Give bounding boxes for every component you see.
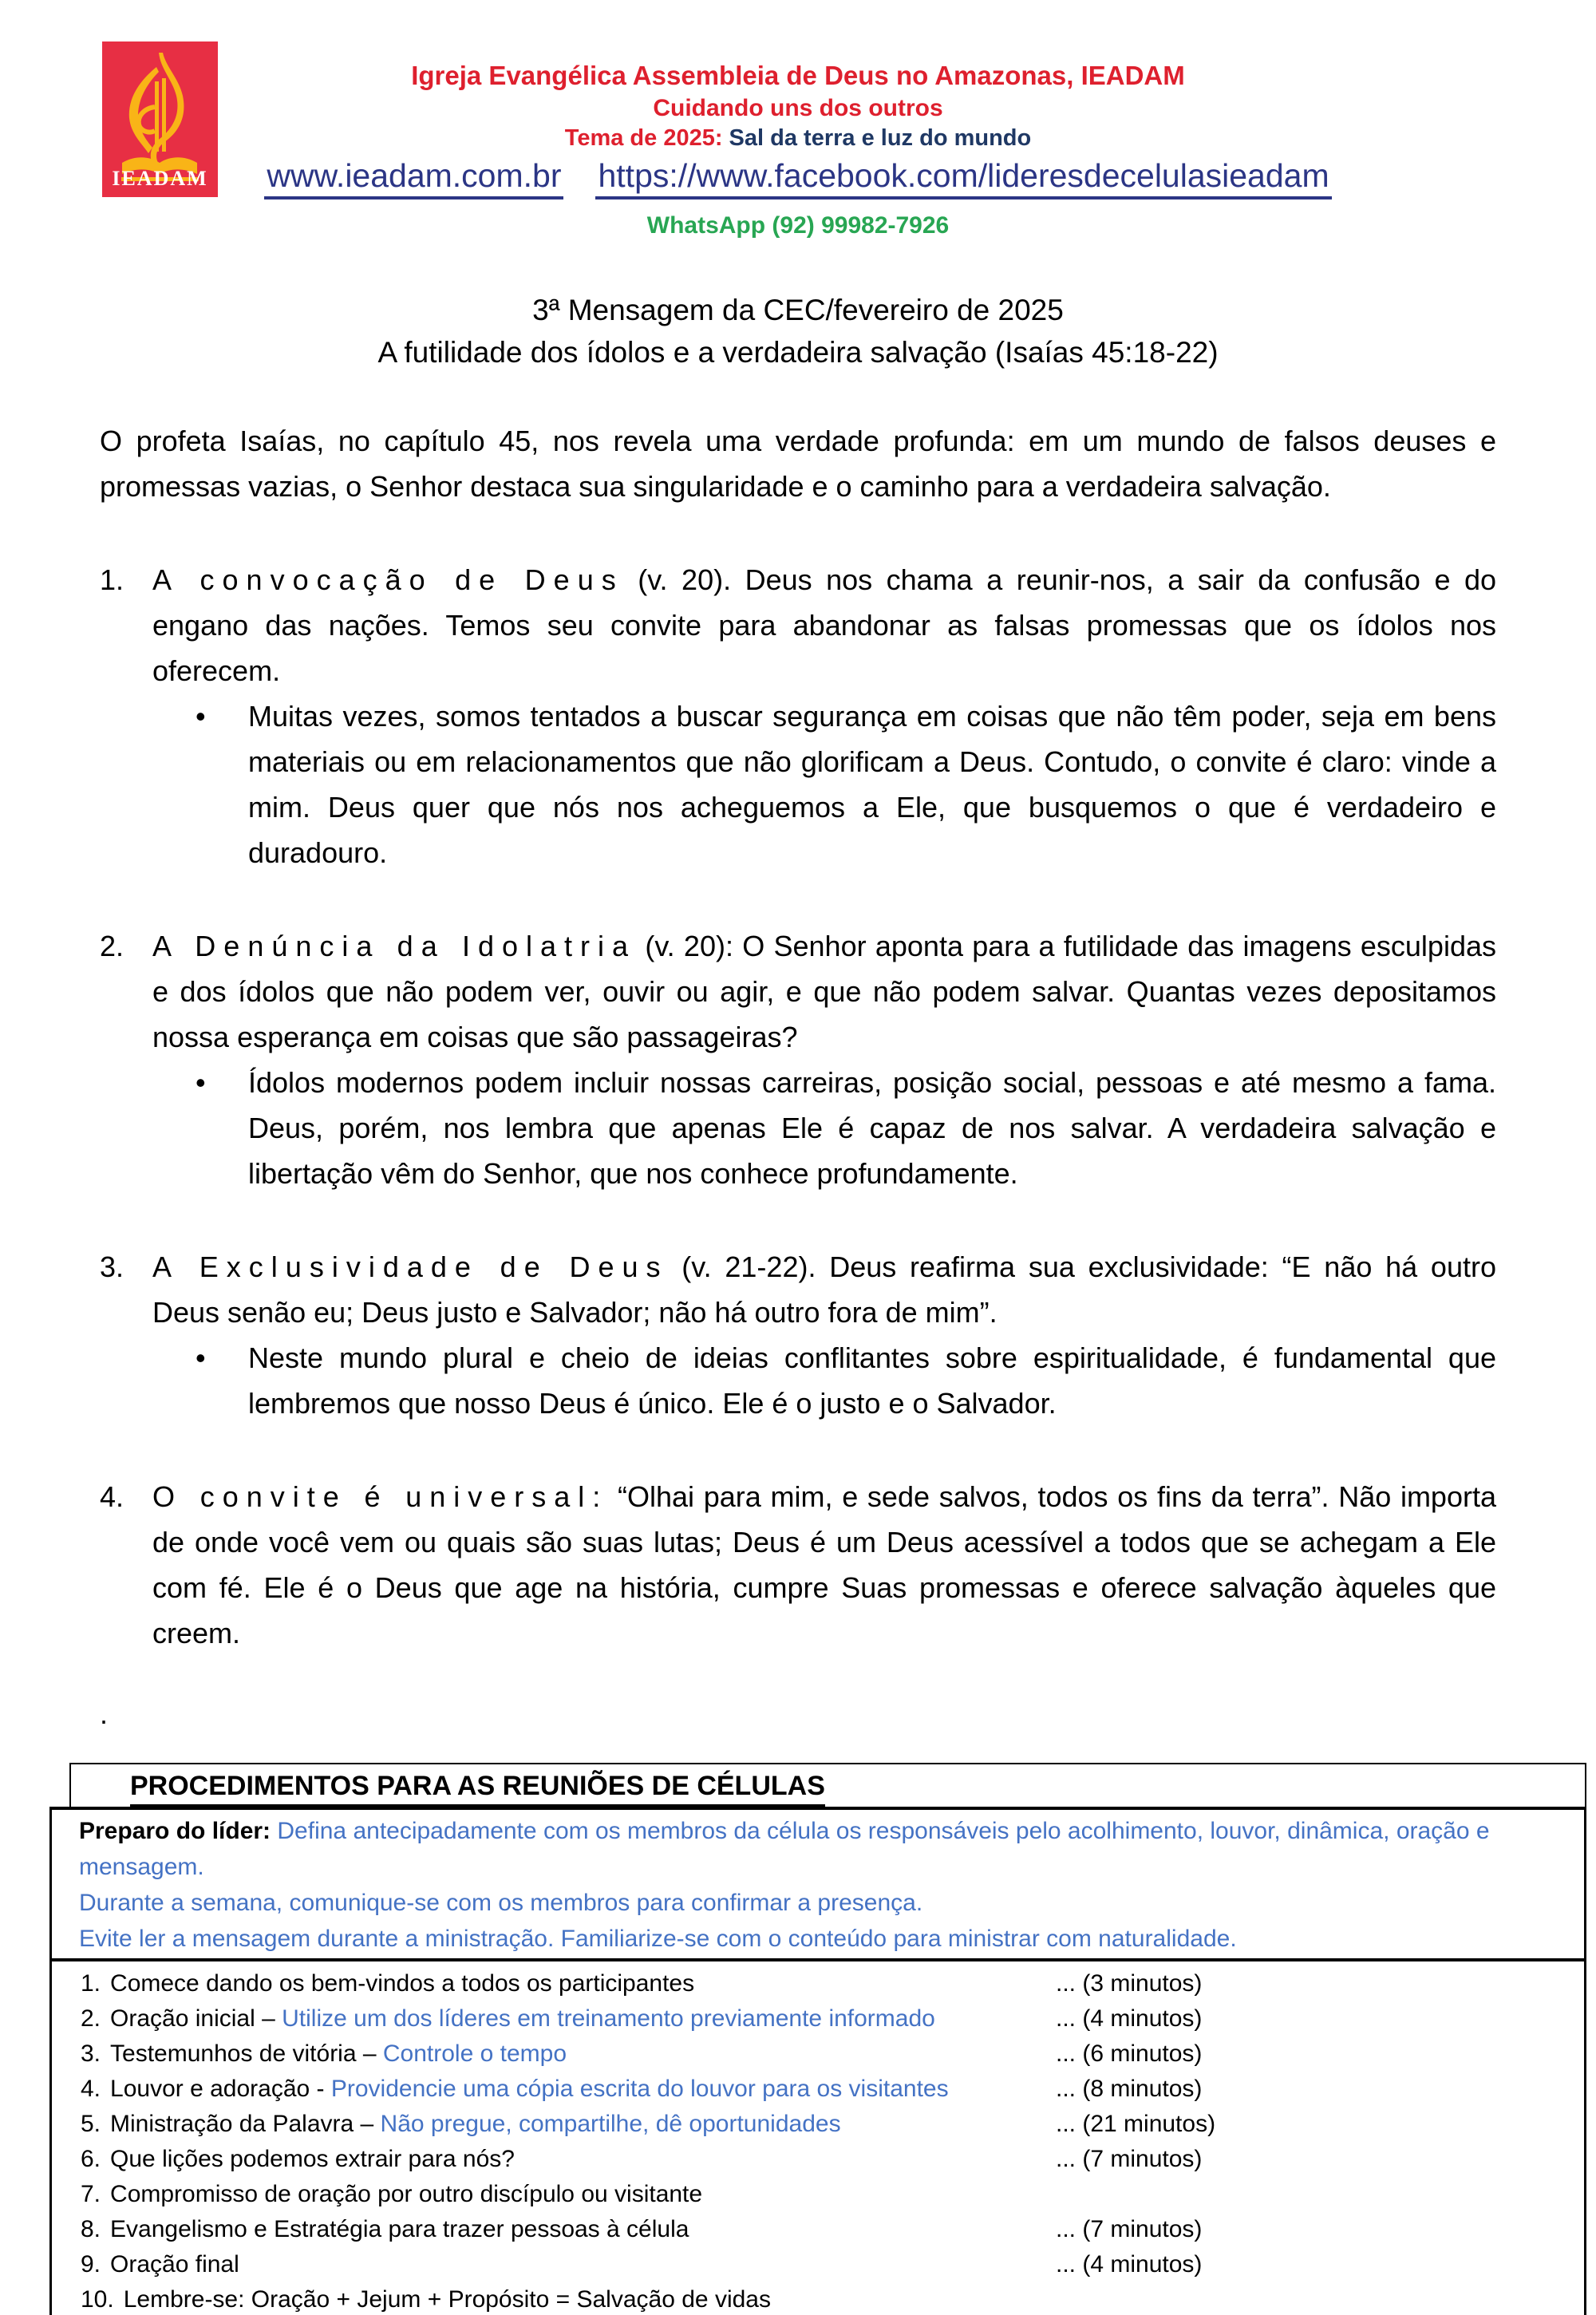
message-title [0, 289, 1596, 373]
point-bullets [100, 1060, 1496, 1196]
procedure-time: ... (8 minutos) [1056, 2076, 1203, 2102]
procedure-number: 8. [81, 2216, 101, 2242]
procedure-number: 9. [81, 2251, 101, 2277]
procedure-item [81, 1966, 1568, 2001]
point-bullets [100, 693, 1496, 875]
procedure-item [81, 2282, 1568, 2315]
procedure-item [81, 2036, 1568, 2072]
point-number: 3. [100, 1250, 124, 1283]
procedure-item [81, 2001, 1568, 2036]
church-name: Igreja Evangélica Assembleia de Deus no Amazonas, IEADAM [411, 61, 1185, 90]
point-heading: O convite é universal: [152, 1480, 609, 1513]
bullet-item [196, 693, 1496, 875]
point-number: 1. [100, 563, 124, 596]
message-title-line2: A futilidade dos ídolos e a verdadeira salvação (Isaías 45:18-22) [377, 336, 1219, 369]
procedure-item [81, 2107, 1568, 2142]
prep-label: Preparo do líder: [79, 1818, 278, 1844]
bullet-icon: • [196, 700, 206, 733]
procedure-number: 4. [81, 2076, 101, 2102]
message-point [100, 1474, 1496, 1656]
point-rest: “Olhai para mim, e sede salvos, todos os fins da terra”. Não importa de onde você vem ou quais são suas lutas; Deus é um Deus acessível a todos que se achegam a Ele com fé. Ele é o Deus que age na história, cumpre Suas promessas e oferece salvação àqueles que creem. [152, 1480, 1496, 1649]
church-motto: Cuidando uns dos outros [653, 95, 943, 121]
stray-period: . [100, 1697, 109, 1730]
procedure-time: ... (4 minutos) [1056, 2251, 1203, 2277]
procedure-number: 10. [81, 2286, 114, 2313]
procedure-text-blue: Não pregue, compartilhe, dê oportunidades [380, 2111, 841, 2137]
prep-text: Defina antecipadamente com os membros da célula os responsáveis pelo acolhimento, louvor, dinâmica, oração e mensagem. [79, 1818, 1490, 1880]
procedure-text-black: Louvor e adoração - [110, 2076, 331, 2102]
procedure-text-blue: Controle o tempo [382, 2040, 567, 2067]
ieadam-logo [102, 41, 218, 197]
theme-value: Sal da terra e luz do mundo [722, 125, 1032, 151]
procedures-header [69, 1763, 1586, 1807]
facebook-link[interactable]: https://www.facebook.com/lideresdecelulasieadam [595, 160, 1331, 200]
intro-paragraph: O profeta Isaías, no capítulo 45, nos revela uma verdade profunda: em um mundo de falsos deuses e promessas vazias, o Senhor destaca sua singularidade e o caminho para a verdadeira salvação. [100, 425, 1496, 503]
logo-wordmark: IEADAM [112, 167, 208, 190]
procedure-item [81, 2177, 1568, 2212]
procedure-number: 3. [81, 2040, 101, 2067]
bullet-item [196, 1060, 1496, 1196]
procedure-text-black: Que lições podemos extrair para nós? [110, 2146, 515, 2172]
point-text [152, 923, 1496, 1060]
procedure-time: ... (6 minutos) [1056, 2040, 1203, 2067]
procedure-number: 7. [81, 2181, 101, 2207]
point-heading: A Exclusividade de Deus [152, 1250, 669, 1283]
procedure-text-black: Oração inicial – [110, 2005, 282, 2032]
procedure-text-blue: Utilize um dos líderes em treinamento previamente informado [282, 2005, 935, 2032]
point-number: 2. [100, 930, 124, 962]
message-body [0, 418, 1596, 1734]
procedure-text-blue: Providencie uma cópia escrita do louvor para os visitantes [330, 2076, 949, 2102]
procedure-time: ... (21 minutos) [1056, 2111, 1216, 2137]
point-text [152, 1474, 1496, 1656]
procedures-title: PROCEDIMENTOS PARA AS REUNIÕES DE CÉLULAS [130, 1771, 825, 1807]
procedure-text-black: Evangelismo e Estratégia para trazer pessoas à célula [110, 2216, 689, 2242]
point-number: 4. [100, 1480, 124, 1513]
leader-prep-line [79, 1885, 1560, 1921]
procedure-number: 2. [81, 2005, 101, 2032]
point-text [152, 557, 1496, 693]
bullet-icon: • [196, 1066, 206, 1099]
procedure-number: 1. [81, 1970, 101, 1997]
procedure-time: ... (3 minutos) [1056, 1970, 1203, 1997]
whatsapp-number: WhatsApp (92) 99982-7926 [646, 212, 950, 239]
procedure-time: ... (7 minutos) [1056, 2216, 1203, 2242]
point-rest: (v. 20): O Senhor aponta para a futilidade das imagens esculpidas e dos ídolos que não podem ver, ouvir ou agir, e que não podem salvar. Quantas vezes depositamos nossa esperança em coisas que são passageiras? [152, 930, 1496, 1053]
procedure-text-black: Oração final [110, 2251, 239, 2277]
procedure-number: 5. [81, 2111, 101, 2137]
procedures-body [49, 1807, 1586, 2315]
procedures-list [52, 1961, 1584, 2315]
procedure-item [81, 2247, 1568, 2282]
procedure-text-black: Compromisso de oração por outro discípulo ou visitante [110, 2181, 703, 2207]
bullet-item [196, 1335, 1496, 1426]
procedure-time: ... (7 minutos) [1056, 2146, 1203, 2172]
bullet-icon: • [196, 1341, 206, 1374]
message-point [100, 557, 1496, 875]
point-text [152, 1244, 1496, 1335]
year-theme [0, 127, 1596, 150]
procedure-number: 6. [81, 2146, 101, 2172]
bullet-text: Neste mundo plural e cheio de ideias conflitantes sobre espiritualidade, é fundamental que lembremos que nosso Deus é único. Ele é o justo e o Salvador. [248, 1341, 1496, 1420]
leader-prep-line [79, 1921, 1560, 1957]
bullet-text: Muitas vezes, somos tentados a buscar segurança em coisas que não têm poder, seja em bens materiais ou em relacionamentos que não glorificam a Deus. Contudo, o convite é claro: vinde a mim. Deus quer que nós nos acheguemos a Ele, que busquemos o que é verdadeiro e duradouro. [248, 700, 1496, 869]
procedure-text-black: Testemunhos de vitória – [110, 2040, 383, 2067]
procedures-table [49, 1763, 1586, 2315]
procedure-text-black: Lembre-se: Oração + Jejum + Propósito = Salvação de vidas [123, 2286, 771, 2313]
message-point [100, 923, 1496, 1196]
points [100, 557, 1496, 1656]
procedure-item [81, 2142, 1568, 2177]
point-heading: A convocação de Deus [152, 563, 624, 596]
document-header [0, 0, 1596, 238]
point-heading: A Denúncia da Idolatria [152, 930, 637, 962]
point-rest: (v. 20). Deus nos chama a reunir-nos, a sair da confusão e do engano das nações. Temos seu convite para abandonar as falsas promessas que os ídolos nos oferecem. [152, 563, 1496, 687]
leader-prep-section [52, 1810, 1584, 1961]
leader-prep-line [79, 1813, 1560, 1885]
procedure-time: ... (4 minutos) [1056, 2005, 1203, 2032]
point-rest: (v. 21-22). Deus reafirma sua exclusividade: “E não há outro Deus senão eu; Deus justo e Salvador; não há outro fora de mim”. [152, 1250, 1496, 1329]
procedure-item [81, 2212, 1568, 2247]
prep-text: Evite ler a mensagem durante a ministração. Familiarize-se com o conteúdo para ministrar com naturalidade. [79, 1926, 1237, 1952]
point-bullets [100, 1335, 1496, 1426]
website-link[interactable]: www.ieadam.com.br [264, 160, 563, 200]
message-point [100, 1244, 1496, 1426]
procedure-text-black: Comece dando os bem-vindos a todos os participantes [110, 1970, 695, 1997]
procedure-item [81, 2072, 1568, 2107]
links-row [0, 157, 1596, 200]
prep-text: Durante a semana, comunique-se com os membros para confirmar a presença. [79, 1890, 923, 1916]
message-title-line1: 3ª Mensagem da CEC/fevereiro de 2025 [532, 294, 1064, 326]
theme-label: Tema de 2025: [564, 125, 723, 151]
bullet-text: Ídolos modernos podem incluir nossas carreiras, posição social, pessoas e até mesmo a fama. Deus, porém, nos lembra que apenas Ele é capaz de nos salvar. A verdadeira salvação e libertação vêm do Senhor, que nos conhece profundamente. [248, 1066, 1496, 1190]
procedure-text-black: Ministração da Palavra – [110, 2111, 381, 2137]
